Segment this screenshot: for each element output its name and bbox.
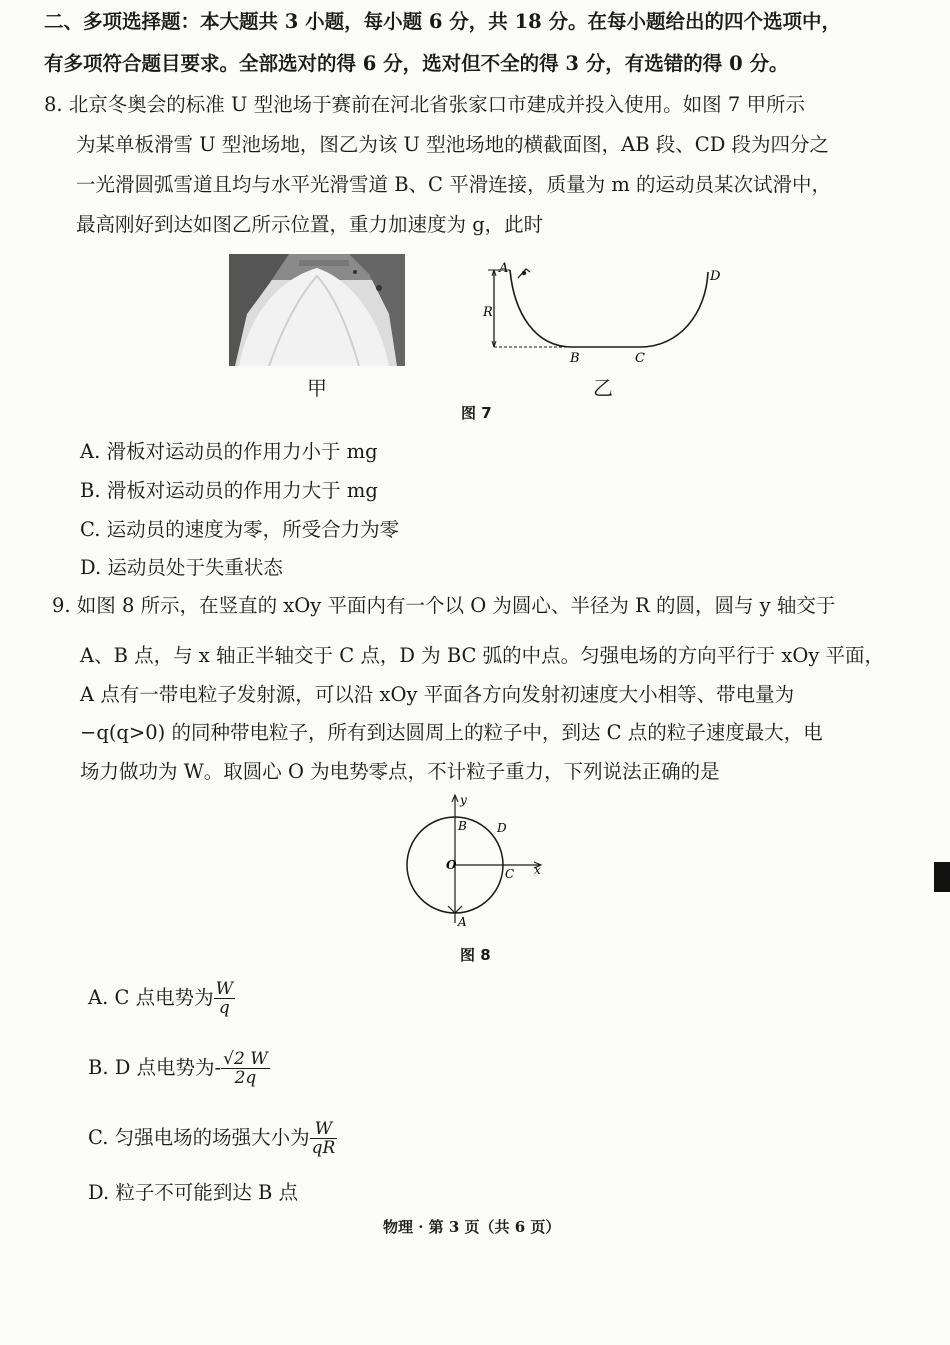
q9-option-a-num: W [215,979,234,999]
fig7-label-D: D [710,269,721,284]
q9-option-a-prefix: A. C 点电势为 [88,986,214,1009]
q9-option-c-prefix: C. 匀强电场的场强大小为 [88,1126,310,1149]
edge-tab-mark [934,862,950,892]
q8-option-a: A. 滑板对运动员的作用力小于 mg [80,440,378,463]
page-footer: 物理 · 第 3 页（共 6 页） [383,1218,561,1236]
q9-option-d: D. 粒子不可能到达 B 点 [88,1181,299,1204]
figure-7-caption: 图 7 [461,404,492,422]
q9-line-5: 场力做功为 W。取圆心 O 为电势零点，不计粒子重力，下列说法正确的是 [80,760,720,783]
q8-line-2: 为某单板滑雪 U 型池场地，图乙为该 U 型池场地的横截面图，AB 段、CD 段为四分之 [76,133,830,156]
figure-7-sub-b: 乙 [593,376,613,400]
q8-option-b: B. 滑板对运动员的作用力大于 mg [80,479,378,502]
fig7-label-C: C [635,351,645,366]
fig7-label-B: B [570,351,580,366]
q9-option-a [88,980,235,1017]
fig7-label-R: R [483,305,493,320]
figure-7-sub-a: 甲 [307,376,327,400]
q9-option-c-den: qR [311,1138,336,1158]
fig8-label-D: D [497,821,507,835]
q9-line-1: 9. 如图 8 所示，在竖直的 xOy 平面内有一个以 O 为圆心、半径为 R 的圆，圆与 y 轴交于 [52,594,836,617]
q9-option-c-num: W [310,1120,338,1139]
q9-option-c-fraction [310,1120,338,1157]
q9-option-b [88,1050,270,1087]
q9-option-c [88,1120,337,1157]
q9-option-a-fraction [214,980,235,1017]
fig8-label-x: x [534,863,541,877]
section-heading-line-2: 有多项符合题目要求。全部选对的得 6 分，选对但不全的得 3 分，有选错的得 0 分。 [44,52,789,75]
q9-option-a-den: q [218,998,230,1018]
q9-option-b-num: √2 W [223,1049,268,1069]
figure-8-caption: 图 8 [460,946,491,964]
fig8-label-C: C [505,867,515,881]
q9-option-b-fraction [221,1050,270,1087]
fig8-label-B: B [458,819,467,833]
fig7-label-A: A [499,261,509,276]
q8-option-c: C. 运动员的速度为零，所受合力为零 [80,518,400,541]
q8-line-4: 最高刚好到达如图乙所示位置，重力加速度为 g，此时 [76,213,544,236]
q8-option-d: D. 运动员处于失重状态 [80,556,283,579]
q8-line-1: 8. 北京冬奥会的标准 U 型池场于赛前在河北省张家口市建成并投入使用。如图 7 甲所示 [44,93,805,116]
fig8-label-y: y [460,793,467,807]
q8-line-3: 一光滑圆弧雪道且均与水平光滑雪道 B、C 平滑连接，质量为 m 的运动员某次试滑中， [76,173,832,196]
q9-line-3: A 点有一带电粒子发射源，可以沿 xOy 平面各方向发射初速度大小相等、带电量为 [80,683,795,706]
figure-7-photo [229,254,405,366]
q9-line-4: −q(q>0) 的同种带电粒子，所有到达圆周上的粒子中，到达 C 点的粒子速度最大，电 [80,721,823,744]
figure-8-circle [400,790,560,940]
fig8-label-O: O [446,858,457,872]
fig8-label-A: A [458,915,467,929]
q9-option-b-den: 2q [234,1068,257,1088]
section-heading-line-1: 二、多项选择题：本大题共 3 小题，每小题 6 分，共 18 分。在每小题给出的四个选项中， [44,10,842,33]
q9-line-2: A、B 点，与 x 轴正半轴交于 C 点，D 为 BC 弧的中点。匀强电场的方向平行于 xOy 平面， [80,644,885,667]
figure-7-cross-section [480,258,730,368]
q9-option-b-prefix: B. D 点电势为- [88,1056,222,1079]
